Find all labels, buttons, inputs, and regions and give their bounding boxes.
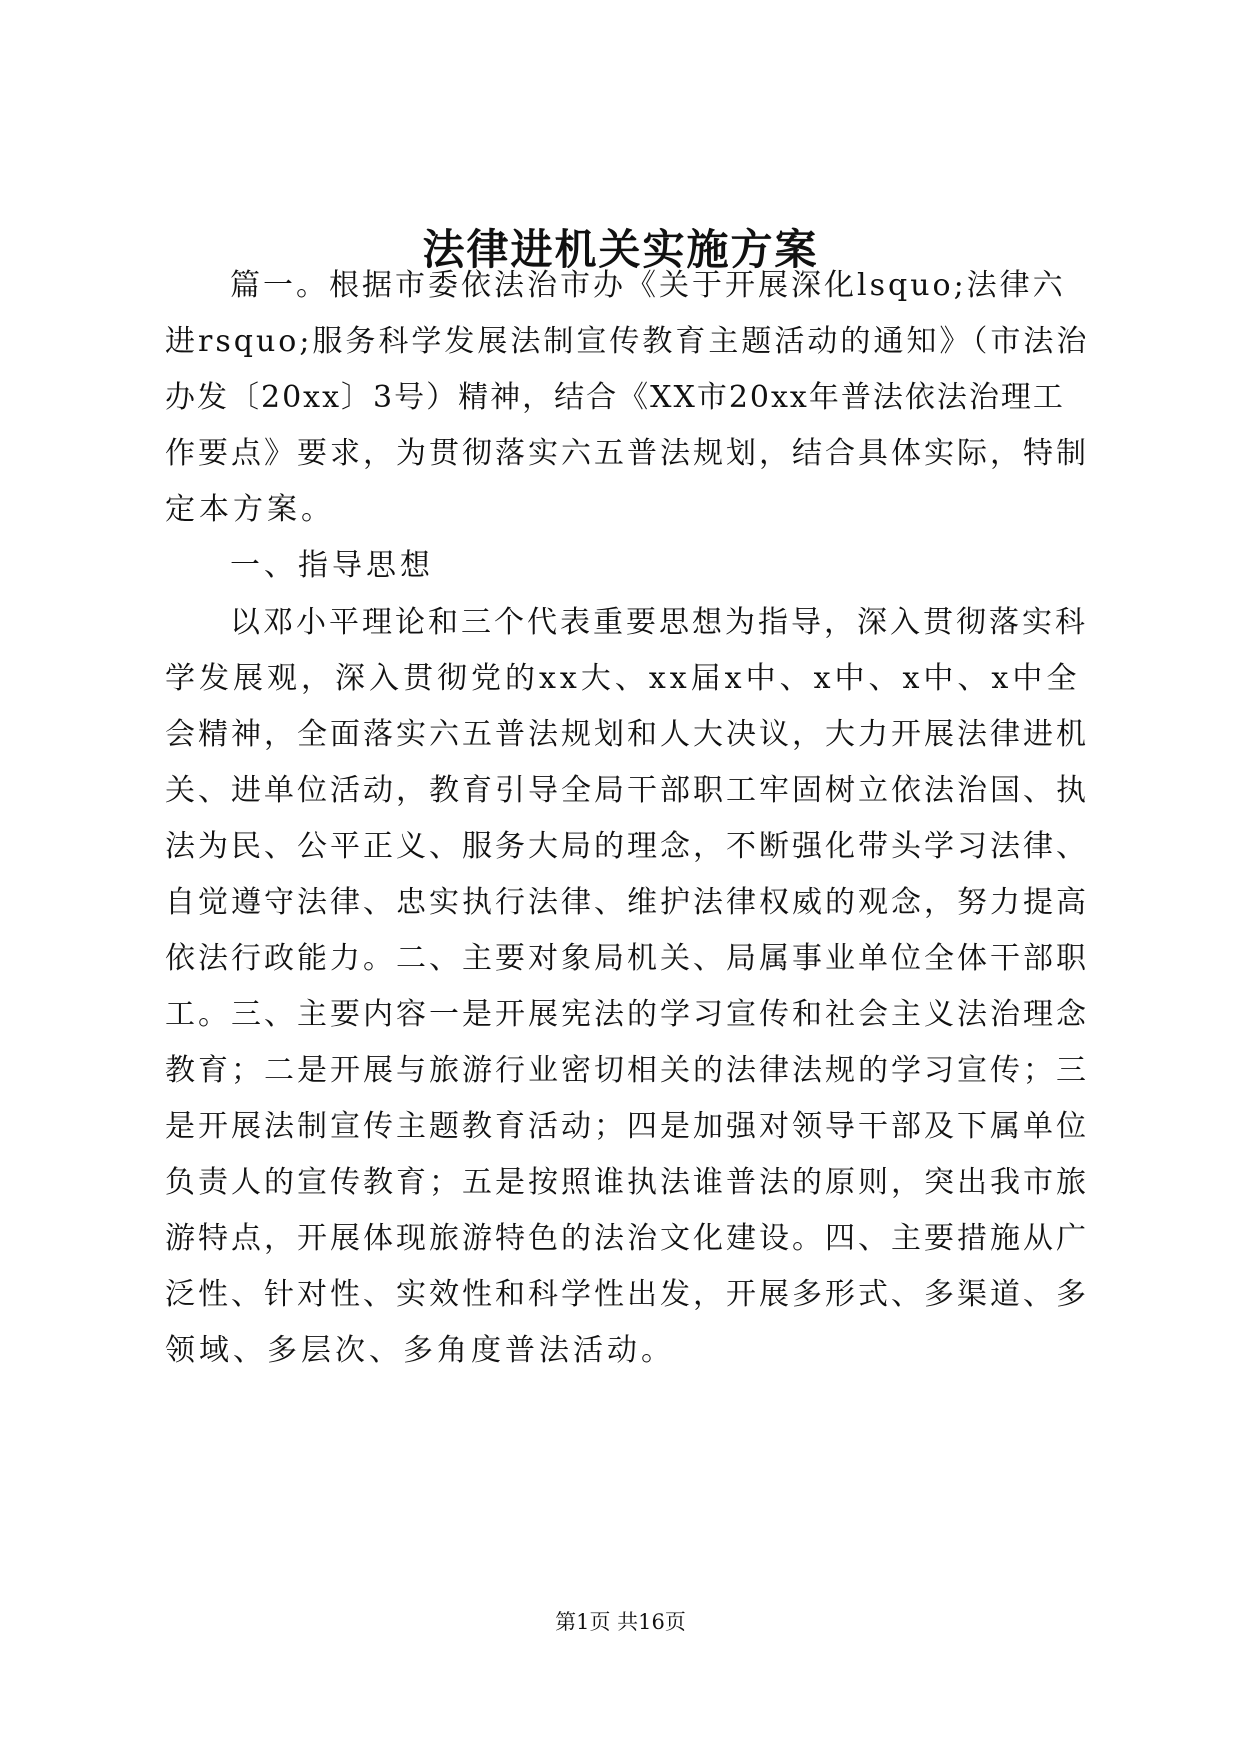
paragraph-line: 游特点，开展体现旅游特色的法治文化建设。四、主要措施从广 [165, 1221, 1089, 1256]
paragraph-line: 篇一。根据市委依法治市办《关于开展深化lsquo;法律六 [230, 268, 1066, 303]
page-number-footer: 第1页 共16页 [555, 1610, 686, 1634]
paragraph-line: 办发〔20xx〕3号）精神，结合《XX市20xx年普法依法治理工 [165, 380, 1065, 415]
paragraph-line: 以邓小平理论和三个代表重要思想为指导，深入贯彻落实科 [230, 605, 1088, 640]
paragraph-line: 法为民、公平正义、服务大局的理念，不断强化带头学习法律、 [165, 829, 1089, 864]
paragraph-line: 作要点》要求，为贯彻落实六五普法规划，结合具体实际，特制 [165, 436, 1089, 471]
paragraph-line: 学发展观，深入贯彻党的xx大、xx届x中、x中、x中、x中全 [165, 661, 1081, 696]
paragraph-line: 泛性、针对性、实效性和科学性出发，开展多形式、多渠道、多 [165, 1277, 1089, 1312]
paragraph-line: 依法行政能力。二、主要对象局机关、局属事业单位全体干部职 [165, 941, 1089, 976]
paragraph-line: 负责人的宣传教育；五是按照谁执法谁普法的原则，突出我市旅 [165, 1165, 1089, 1200]
paragraph-line: 自觉遵守法律、忠实执行法律、维护法律权威的观念，努力提高 [165, 885, 1089, 920]
paragraph-line: 定本方案。 [165, 492, 335, 527]
section-heading: 一、指导思想 [230, 548, 434, 583]
document-title: 法律进机关实施方案 [422, 225, 819, 274]
paragraph-line: 会精神，全面落实六五普法规划和人大决议，大力开展法律进机 [165, 717, 1089, 752]
paragraph-line: 教育；二是开展与旅游行业密切相关的法律法规的学习宣传；三 [165, 1053, 1089, 1088]
paragraph-line: 关、进单位活动，教育引导全局干部职工牢固树立依法治国、执 [165, 773, 1089, 808]
paragraph-line: 进rsquo;服务科学发展法制宣传教育主题活动的通知》（市法治 [165, 324, 1090, 359]
paragraph-line: 领域、多层次、多角度普法活动。 [165, 1333, 675, 1368]
paragraph-line: 工。三、主要内容一是开展宪法的学习宣传和社会主义法治理念 [165, 997, 1089, 1032]
paragraph-line: 是开展法制宣传主题教育活动；四是加强对领导干部及下属单位 [165, 1109, 1089, 1144]
